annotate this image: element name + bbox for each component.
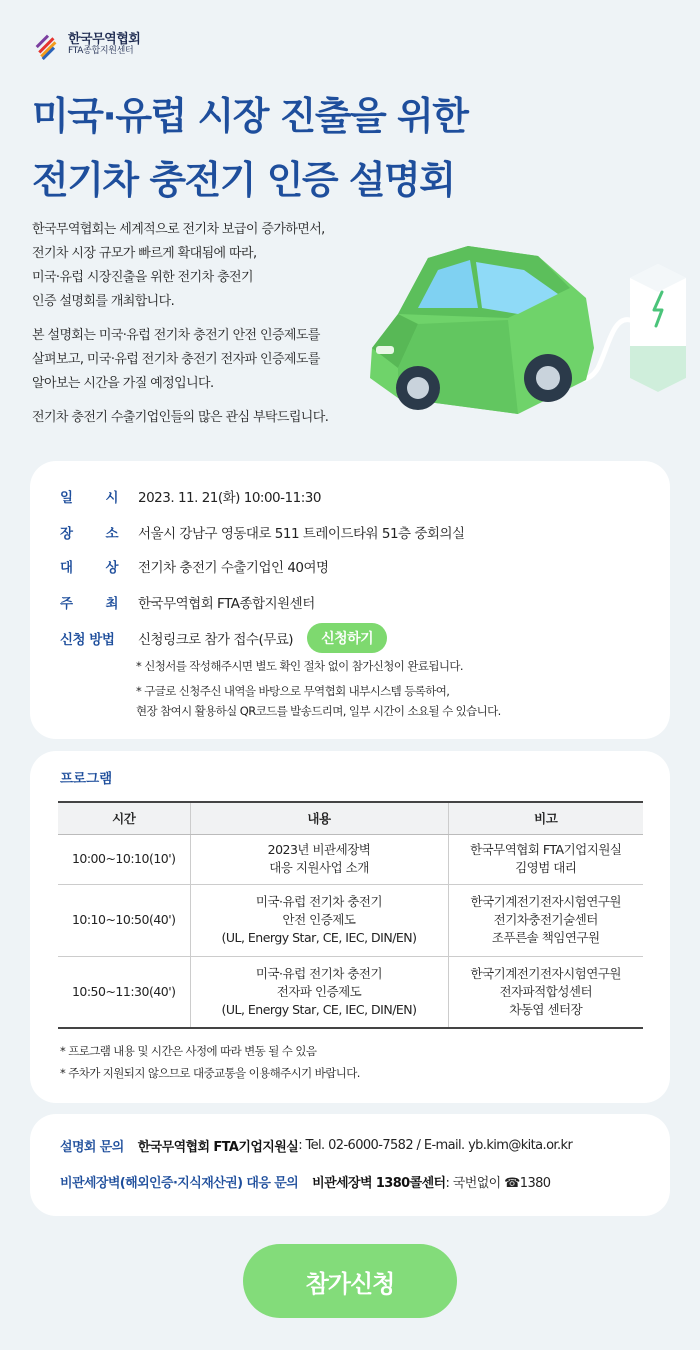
info-row-apply xyxy=(60,623,387,653)
row-note: 한국기계전기전자시험연구원 전기차충전기술센터 조푸른솔 책임연구원 xyxy=(448,884,643,956)
table-row xyxy=(58,956,643,1028)
ev-charging-illustration xyxy=(358,228,688,438)
apply-label: 신청 방법 xyxy=(60,632,115,648)
page-title xyxy=(32,84,467,212)
info-row-host xyxy=(60,592,315,612)
info-row-date xyxy=(60,486,321,506)
row-content: 미국·유럽 전기차 충전기 전자파 인증제도 (UL, Energy Star, CE, IEC, DIN/EN) xyxy=(190,956,448,1028)
host-value: 한국무역협회 FTA종합지원센터 xyxy=(138,596,315,612)
host-label-2: 최 xyxy=(105,596,118,612)
header-note: 비고 xyxy=(448,802,643,834)
row-time: 10:00~10:10(10') xyxy=(58,834,190,884)
table-row xyxy=(58,834,643,884)
apply-note-1: * 신청서를 작성해주시면 별도 확인 절차 없이 참가신청이 완료됩니다. xyxy=(136,659,463,673)
charger-icon xyxy=(630,264,686,392)
row-content: 2023년 비관세장벽 대응 지원사업 소개 xyxy=(190,834,448,884)
intro-para-2: 본 설명회는 미국·유럽 전기차 충전기 안전 인증제도를 살펴보고, 미국·유럽 전기차 충전기 전자파 인증제도를 알아보는 시간을 가질 예정입니다. xyxy=(32,328,320,391)
intro-para-3: 전기차 충전기 수출기업인들의 많은 관심 부탁드립니다. xyxy=(32,410,329,425)
register-button[interactable]: 참가신청 xyxy=(243,1244,457,1318)
place-label-2: 소 xyxy=(105,526,118,542)
org-logo xyxy=(32,30,140,60)
org-sub: FTA종합지원센터 xyxy=(68,46,134,57)
info-row-place xyxy=(60,522,465,542)
contact-label-ntb: 비관세장벽(해외인증·지식재산권) 대응 문의 xyxy=(60,1176,299,1191)
apply-value: 신청링크로 참가 접수(무료) xyxy=(138,632,294,648)
org-name: 한국무역협회 xyxy=(68,31,141,47)
apply-link-button[interactable]: 신청하기 xyxy=(307,623,387,653)
header-content: 내용 xyxy=(190,802,448,834)
target-label-1: 대 xyxy=(60,560,73,576)
contact-detail-ntb: : 국번없이 ☎1380 xyxy=(445,1176,551,1191)
date-label-2: 시 xyxy=(105,490,118,506)
table-header-row xyxy=(58,802,643,834)
row-time: 10:50~11:30(40') xyxy=(58,956,190,1028)
contact-org-ntb: 비관세장벽 1380콜센터 xyxy=(312,1176,446,1191)
date-value: 2023. 11. 21(화) 10:00-11:30 xyxy=(138,490,321,506)
program-card xyxy=(30,751,670,1103)
contact-org-seminar: 한국무역협회 FTA기업지원실 xyxy=(137,1140,299,1155)
place-label-1: 장 xyxy=(60,526,73,542)
program-table xyxy=(58,801,643,1029)
header-time: 시간 xyxy=(58,802,190,834)
info-row-target xyxy=(60,556,329,576)
table-row xyxy=(58,884,643,956)
program-note-2: * 주차가 지원되지 않으므로 대중교통을 이용해주시기 바랍니다. xyxy=(60,1066,360,1080)
target-label-2: 상 xyxy=(105,560,118,576)
place-value: 서울시 강남구 영동대로 511 트레이드타워 51층 중회의실 xyxy=(138,526,465,542)
apply-note-2: * 구글로 신청주신 내역을 바탕으로 무역협회 내부시스템 등록하여, 현장 참여시 활용하실 QR코드를 발송드리며, 일부 시간이 소요될 수 있습니다. xyxy=(136,684,501,718)
intro-text xyxy=(32,218,372,440)
contact-label-seminar: 설명회 문의 xyxy=(60,1140,124,1155)
target-value: 전기차 충전기 수출기업인 40여명 xyxy=(138,560,329,576)
contact-row-ntb xyxy=(60,1172,550,1191)
row-note: 한국기계전기전자시험연구원 전자파적합성센터 차동엽 센터장 xyxy=(448,956,643,1028)
contact-row-seminar xyxy=(60,1136,572,1155)
date-label-1: 일 xyxy=(60,490,73,506)
host-label-1: 주 xyxy=(60,596,73,612)
kita-logo-icon xyxy=(32,30,62,60)
car-icon xyxy=(370,246,594,414)
contact-detail-seminar: : Tel. 02-6000-7582 / E-mail. yb.kim@kita.or.kr xyxy=(298,1138,573,1153)
row-content: 미국·유럽 전기차 충전기 안전 인증제도 (UL, Energy Star, CE, IEC, DIN/EN) xyxy=(190,884,448,956)
event-info-card xyxy=(30,461,670,739)
contact-card xyxy=(30,1114,670,1216)
intro-para-1: 한국무역협회는 세계적으로 전기차 보급이 증가하면서, 전기차 시장 규모가 빠르게 확대됨에 따라, 미국·유럽 시장진출을 위한 전기차 충전기 인증 설명회를 개최합니다. xyxy=(32,222,325,309)
row-time: 10:10~10:50(40') xyxy=(58,884,190,956)
program-note-1: * 프로그램 내용 및 시간은 사정에 따라 변동 될 수 있음 xyxy=(60,1044,317,1058)
title-line-2: 전기차 충전기 인증 설명회 xyxy=(32,158,455,202)
program-title: 프로그램 xyxy=(60,771,113,787)
title-line-1: 미국·유럽 시장 진출을 위한 xyxy=(32,94,468,138)
row-note: 한국무역협회 FTA기업지원실 김영범 대리 xyxy=(448,834,643,884)
